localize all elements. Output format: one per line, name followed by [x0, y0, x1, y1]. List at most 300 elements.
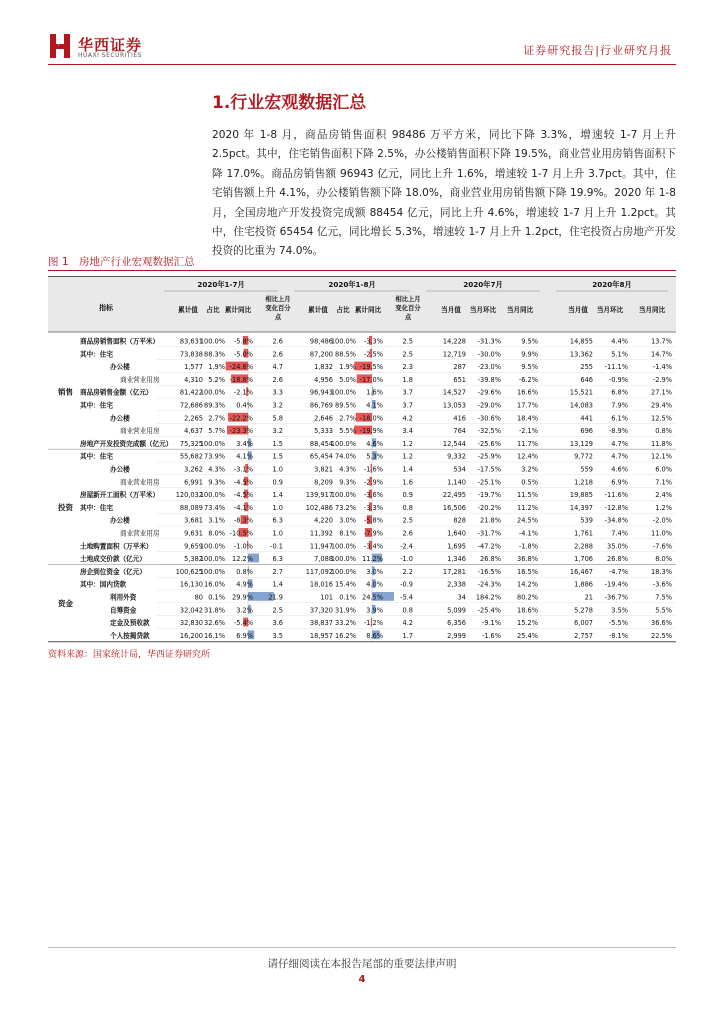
table-cell: 2.4%	[655, 491, 672, 500]
table-cell: 16,506	[442, 503, 466, 512]
table-cell: 74.0%	[335, 452, 356, 461]
table-cell: 1,832	[314, 363, 333, 372]
table-cell: 16.1%	[204, 631, 225, 640]
index-header: 指标	[99, 304, 113, 312]
row-label: 其中：住宅	[80, 350, 113, 359]
table-cell: -2.1%	[518, 427, 538, 436]
table-cell: 7.4%	[611, 529, 628, 538]
table-cell: 3.4%	[236, 439, 253, 448]
table-cell: -1.0%	[233, 542, 253, 551]
table-cell: 3.0%	[339, 516, 356, 525]
table-cell: 100.0%	[330, 491, 356, 500]
table-cell: 2.6	[402, 529, 413, 538]
table-cell: 12.1%	[651, 452, 672, 461]
table-cell: -30.0%	[477, 350, 501, 359]
table-cell: 1.2%	[655, 503, 672, 512]
table-cell: -1.8%	[518, 542, 538, 551]
table-cell: -20.2%	[477, 503, 501, 512]
table-cell: 651	[453, 375, 466, 384]
table-cell: 9.3%	[339, 478, 356, 487]
table-cell: 5,278	[574, 606, 593, 615]
table-cell: 11.5%	[517, 491, 538, 500]
footer-divider	[48, 947, 676, 948]
table-cell: 18.4%	[517, 414, 538, 423]
table-cell: -4.1%	[233, 503, 253, 512]
table-cell: 4.2	[402, 414, 413, 423]
table-cell: -2.9%	[652, 375, 672, 384]
table-cell: 2.5	[402, 516, 413, 525]
table-cell: -1.0	[400, 555, 413, 564]
table-cell: 2,338	[447, 580, 466, 589]
table-cell: -19.7%	[477, 491, 501, 500]
table-cell: 16.5%	[517, 567, 538, 576]
table-cell: 16,467	[569, 567, 593, 576]
table-cell: 3.6	[272, 619, 283, 628]
table-cell: -47.2%	[477, 542, 501, 551]
table-cell: 1.9%	[208, 363, 225, 372]
table-cell: 1.4	[402, 465, 413, 474]
table-cell: -32.5%	[477, 427, 501, 436]
table-cell: 3.2	[272, 401, 283, 410]
table-cell: 86,769	[309, 401, 333, 410]
table-cell: 6.3	[272, 516, 283, 525]
table-cell: -11.1%	[604, 363, 628, 372]
table-cell: 120,032	[175, 491, 203, 500]
table-cell: 1,706	[574, 555, 593, 564]
table-cell: 36.8%	[517, 555, 538, 564]
table-cell: 100,625	[175, 567, 203, 576]
table-cell: 5.1%	[611, 350, 628, 359]
table-cell: 696	[580, 427, 593, 436]
table-cell: -3.6%	[363, 491, 383, 500]
table-cell: 100.0%	[330, 388, 356, 397]
table-cell: 2.5	[402, 350, 413, 359]
column-header-line: 变化百分	[395, 305, 421, 312]
table-cell: -4.7%	[608, 567, 628, 576]
table-cell: 17.7%	[517, 401, 538, 410]
table-cell: 2.7%	[208, 414, 225, 423]
table-cell: 4.7%	[611, 452, 628, 461]
table-cell: 4.9%	[236, 580, 253, 589]
table-cell: 9.3%	[208, 478, 225, 487]
table-cell: 5.3%	[366, 452, 383, 461]
table-cell: -10.5%	[229, 529, 253, 538]
table-cell: 4.1%	[236, 452, 253, 461]
table-cell: -25.4%	[477, 606, 501, 615]
table-cell: -2.5%	[363, 350, 383, 359]
table-cell: 100.0%	[199, 439, 225, 448]
table-cell: 6.9%	[236, 631, 253, 640]
table-cell: 1,640	[447, 529, 466, 538]
column-header: 累计值	[308, 306, 328, 314]
table-cell: 16,130	[179, 580, 203, 589]
row-label: 商业营业用房	[120, 375, 160, 384]
table-cell: 33.2%	[335, 619, 356, 628]
column-header: 当月同比	[506, 306, 534, 314]
table-cell: 1.9%	[339, 363, 356, 372]
table-cell: -25.1%	[477, 478, 501, 487]
row-label: 商业营业用房	[120, 529, 160, 538]
table-cell: 4.3%	[339, 465, 356, 474]
table-cell: 8.6%	[366, 631, 383, 640]
group-header: 2020年1-7月	[197, 280, 245, 289]
table-cell: 2.6	[272, 350, 283, 359]
table-cell: 2.7%	[339, 414, 356, 423]
table-cell: 1,218	[574, 478, 593, 487]
table-cell: -2.4	[400, 542, 413, 551]
table-cell: 88.5%	[335, 350, 356, 359]
company-logo	[48, 32, 178, 64]
table-cell: 88.3%	[204, 350, 225, 359]
table-cell: 2.3	[402, 363, 413, 372]
table-cell: 35.0%	[607, 542, 628, 551]
table-cell: -5.4%	[233, 619, 253, 628]
table-cell: 16.6%	[517, 388, 538, 397]
table-cell: 81,422	[179, 388, 203, 397]
row-label: 商业营业用房	[120, 478, 160, 487]
table-cell: 1.4	[272, 580, 283, 589]
table-cell: 4.2	[402, 619, 413, 628]
table-cell: 9.5%	[521, 363, 538, 372]
table-cell: 24.5%	[517, 516, 538, 525]
table-cell: 21.8%	[480, 516, 501, 525]
table-cell: 6.1%	[611, 414, 628, 423]
row-label: 其中：国内贷款	[80, 580, 127, 589]
table-cell: -2.1%	[233, 388, 253, 397]
table-cell: 4.7%	[611, 439, 628, 448]
table-cell: 100.0%	[330, 337, 356, 346]
table-cell: 0.4%	[236, 401, 253, 410]
table-cell: 3.3	[272, 388, 283, 397]
table-cell: 534	[453, 465, 466, 474]
table-cell: 98,486	[309, 337, 333, 346]
table-cell: 21.9	[268, 593, 283, 602]
group-header: 2020年7月	[463, 280, 503, 289]
table-cell: 2,288	[574, 542, 593, 551]
section-title: 1.行业宏观数据汇总	[212, 93, 367, 113]
table-cell: 9,772	[574, 452, 593, 461]
row-label: 其中：住宅	[80, 401, 113, 410]
table-cell: 14,083	[569, 401, 593, 410]
legal-disclaimer: 请仔细阅读在本报告尾部的重要法律声明	[267, 958, 457, 970]
category-label: 资金	[58, 598, 73, 608]
table-cell: 32,830	[179, 619, 203, 628]
table-cell: 6,356	[447, 619, 466, 628]
table-cell: 100.0%	[330, 542, 356, 551]
table-cell: -36.7%	[604, 593, 628, 602]
table-cell: -29.6%	[477, 388, 501, 397]
table-cell: 72,686	[179, 401, 203, 410]
table-cell: -5.8%	[363, 516, 383, 525]
row-label: 办公楼	[110, 465, 130, 474]
table-cell: 18.3%	[651, 567, 672, 576]
table-cell: 22,495	[442, 491, 466, 500]
table-cell: 11.0%	[651, 529, 672, 538]
table-cell: 13,362	[569, 350, 593, 359]
category-label: 投资	[58, 502, 73, 512]
column-header: 占比	[336, 306, 350, 314]
logo-text-en: HUAXI SECURITIES	[78, 52, 142, 59]
table-cell: 88,454	[309, 439, 333, 448]
table-cell: -3.1%	[233, 465, 253, 474]
table-cell: 1,761	[574, 529, 593, 538]
table-cell: 11.2%	[362, 555, 383, 564]
table-cell: -0.9	[400, 580, 413, 589]
table-cell: 38,837	[309, 619, 333, 628]
table-cell: 14,527	[442, 388, 466, 397]
table-cell: 2,757	[574, 631, 593, 640]
table-cell: 4.1%	[366, 401, 383, 410]
table-cell: 26.8%	[607, 555, 628, 564]
table-cell: -19.5%	[359, 363, 383, 372]
macro-data-table	[48, 276, 676, 646]
table-cell: 3.9%	[366, 606, 383, 615]
table-cell: 7,088	[314, 555, 333, 564]
table-cell: 17,281	[442, 567, 466, 576]
table-cell: 1.5	[272, 452, 283, 461]
table-cell: 2,646	[314, 414, 333, 423]
table-cell: 12.5%	[651, 414, 672, 423]
table-cell: 11,947	[309, 542, 333, 551]
table-cell: -39.8%	[477, 375, 501, 384]
table-cell: 3,821	[314, 465, 333, 474]
table-cell: -31.7%	[477, 529, 501, 538]
table-cell: -7.6%	[652, 542, 672, 551]
table-cell: 34	[457, 593, 466, 602]
table-cell: -25.6%	[477, 439, 501, 448]
table-cell: -24.3%	[477, 580, 501, 589]
table-cell: 11.2%	[517, 503, 538, 512]
table-cell: 3.2%	[521, 465, 538, 474]
table-cell: 18,016	[309, 580, 333, 589]
table-cell: 9,631	[184, 529, 203, 538]
column-header-line: 变化百分	[265, 305, 291, 312]
column-header-line: 点	[404, 314, 412, 321]
table-cell: -30.6%	[477, 414, 501, 423]
table-cell: 29.4%	[651, 401, 672, 410]
row-label: 房企到位资金（亿元）	[80, 567, 146, 576]
table-cell: -4.1%	[518, 529, 538, 538]
table-cell: 9.9%	[521, 350, 538, 359]
table-cell: -16.5%	[477, 567, 501, 576]
table-cell: 25.4%	[517, 631, 538, 640]
table-cell: 4.7	[272, 363, 283, 372]
table-cell: -11.6%	[604, 491, 628, 500]
table-cell: 441	[580, 414, 593, 423]
table-cell: -6.2%	[518, 375, 538, 384]
table-cell: -3.3%	[363, 503, 383, 512]
row-label: 办公楼	[110, 414, 130, 423]
table-cell: -3.3%	[363, 337, 383, 346]
table-cell: 26.8%	[480, 555, 501, 564]
table-cell: 80.2%	[517, 593, 538, 602]
page-number: 4	[358, 974, 366, 985]
table-cell: -8.9%	[608, 427, 628, 436]
table-cell: 646	[580, 375, 593, 384]
table-cell: 36.6%	[651, 619, 672, 628]
table-cell: -19.4%	[604, 580, 628, 589]
table-cell: -5.4	[400, 593, 413, 602]
table-cell: 1.6	[402, 478, 413, 487]
table-cell: 31.8%	[204, 606, 225, 615]
table-cell: 31.9%	[335, 606, 356, 615]
table-cell: 6.3	[272, 555, 283, 564]
table-cell: 8.0%	[655, 555, 672, 564]
table-cell: -8.1%	[608, 631, 628, 640]
column-header: 累计值	[178, 306, 198, 314]
table-cell: -2.9%	[363, 478, 383, 487]
table-cell: 11.7%	[517, 439, 538, 448]
table-cell: 1,140	[447, 478, 466, 487]
macro-data-table-svg	[48, 276, 676, 646]
table-cell: 100.0%	[199, 567, 225, 576]
table-cell: 100.0%	[330, 439, 356, 448]
table-cell: -4.5%	[233, 491, 253, 500]
table-cell: -4.5%	[233, 478, 253, 487]
table-cell: 96,943	[309, 388, 333, 397]
table-cell: -18.8%	[229, 375, 253, 384]
table-cell: -25.9%	[477, 452, 501, 461]
table-cell: -5.5%	[608, 619, 628, 628]
table-cell: 14.2%	[517, 580, 538, 589]
table-cell: 3.4	[402, 427, 413, 436]
row-label: 定金及预收款	[110, 619, 150, 628]
table-cell: 5,333	[314, 427, 333, 436]
table-cell: 0.9	[272, 478, 283, 487]
table-cell: -9.1%	[481, 619, 501, 628]
figure-caption: 图 1 房地产行业宏观数据汇总	[48, 256, 195, 268]
table-cell: 1,577	[184, 363, 203, 372]
table-cell: 6.8%	[611, 388, 628, 397]
table-cell: 1.5	[272, 439, 283, 448]
table-cell: -34.8%	[604, 516, 628, 525]
table-cell: 4,956	[314, 375, 333, 384]
table-cell: 1.2	[402, 439, 413, 448]
table-cell: -17.0%	[359, 375, 383, 384]
table-cell: -1.4%	[652, 363, 672, 372]
table-cell: 14,397	[569, 503, 593, 512]
huaxi-logo-icon	[48, 32, 72, 60]
row-label: 办公楼	[110, 363, 130, 372]
table-cell: 5.2%	[208, 375, 225, 384]
row-label: 土地成交价款（亿元）	[80, 555, 146, 564]
table-cell: 3.5	[272, 631, 283, 640]
table-cell: 184.2%	[475, 593, 501, 602]
group-header: 2020年1-8月	[328, 280, 376, 289]
table-cell: 2.6	[272, 375, 283, 384]
table-cell: 1.0	[272, 465, 283, 474]
table-cell: 2.5	[402, 337, 413, 346]
table-cell: 13,129	[569, 439, 593, 448]
table-cell: 7.5%	[655, 593, 672, 602]
table-cell: 24.5%	[362, 593, 383, 602]
table-cell: 101	[320, 593, 333, 602]
table-cell: 255	[580, 363, 593, 372]
table-cell: 1,886	[574, 580, 593, 589]
table-cell: 16.0%	[204, 580, 225, 589]
table-cell: 15,521	[569, 388, 593, 397]
table-cell: 1.8	[402, 375, 413, 384]
column-header: 当月环比	[596, 306, 624, 314]
table-cell: 2,265	[184, 414, 203, 423]
figure-divider	[48, 270, 676, 271]
row-label: 土地购置面积（万平米）	[80, 542, 153, 551]
table-cell: 5.5%	[339, 427, 356, 436]
table-cell: -7.9%	[363, 529, 383, 538]
table-cell: 100.0%	[330, 567, 356, 576]
table-cell: 8,209	[314, 478, 333, 487]
source-note: 资料来源：国家统计局，华西证券研究所	[48, 650, 211, 660]
table-cell: 0.9	[402, 491, 413, 500]
table-cell: 5,382	[184, 555, 203, 564]
table-cell: 2,999	[447, 631, 466, 640]
summary-paragraph: 2020 年 1-8 月，商品房销售面积 98486 万平方米，同比下降 3.3%，增速较 1-7 月上升 2.5pct。其中，住宅销售面积下降 2.5%，办公楼销售面积下降 19.5%，商业营业用房销售面积下降 17.0%。商品房销售额 96943 亿元，同比上升 1.6%，增速较 1-7 月上升 3.7pct。其中，住宅销售额上升 4.1%，办公楼销售额下降 18.0%，商业营业用房销售额下降 19.9%。2020 年 1-8 月，全国房地产开发投资完成额 88454 亿元，同比上升 4.6%，增速较 1-7 月上升 1.2pct。其中，住宅投资 65454 亿元，同比增长 5.3%，增速较 1-7 月上升 1.2pct，住宅投资占房地产开发投资的比重为 74.0%。	[212, 129, 676, 258]
table-cell: 139,917	[305, 491, 333, 500]
column-header-line: 点	[274, 314, 282, 321]
table-cell: 0.8	[402, 606, 413, 615]
table-cell: 73.9%	[204, 452, 225, 461]
table-cell: 0.5%	[521, 478, 538, 487]
table-cell: 73.4%	[204, 503, 225, 512]
table-cell: 0.8	[402, 503, 413, 512]
row-label: 自筹资金	[110, 606, 137, 615]
column-header-line: 相比上月	[265, 296, 291, 303]
table-cell: 15.2%	[517, 619, 538, 628]
table-cell: -5.8%	[233, 337, 253, 346]
table-cell: 12,719	[442, 350, 466, 359]
table-cell: 6,991	[184, 478, 203, 487]
table-cell: 88,089	[179, 503, 203, 512]
table-cell: 0.1%	[208, 593, 225, 602]
table-cell: 4,310	[184, 375, 203, 384]
column-header: 占比	[206, 306, 220, 314]
report-type: 证券研究报告|行业研究月报	[523, 44, 672, 57]
table-cell: 15.4%	[335, 580, 356, 589]
row-label: 其中：住宅	[80, 503, 113, 512]
table-cell: 4.3%	[208, 465, 225, 474]
table-cell: 6.9%	[611, 478, 628, 487]
table-cell: 18,957	[309, 631, 333, 640]
table-cell: 55,682	[179, 452, 203, 461]
table-cell: -1.2%	[363, 619, 383, 628]
table-cell: -22.2%	[229, 414, 253, 423]
table-cell: -17.5%	[477, 465, 501, 474]
table-cell: -23.3%	[229, 427, 253, 436]
table-cell: 5.5%	[655, 606, 672, 615]
table-cell: 416	[453, 414, 466, 423]
table-cell: 14,228	[442, 337, 466, 346]
table-cell: 5.8	[272, 414, 283, 423]
table-cell: -1.6%	[363, 465, 383, 474]
column-header-line: 相比上月	[395, 296, 421, 303]
table-cell: 0.8%	[236, 567, 253, 576]
table-cell: 65,454	[309, 452, 333, 461]
table-cell: 12,544	[442, 439, 466, 448]
table-cell: 102,486	[305, 503, 333, 512]
table-cell: 9.5%	[521, 337, 538, 346]
row-label: 商品房销售金额（亿元）	[80, 388, 153, 397]
table-cell: -3.4%	[363, 542, 383, 551]
table-cell: 100.0%	[199, 555, 225, 564]
table-cell: 4.6%	[611, 465, 628, 474]
table-cell: 6.0%	[655, 465, 672, 474]
table-cell: 3.0%	[366, 567, 383, 576]
table-cell: 18.6%	[517, 606, 538, 615]
table-cell: 764	[453, 427, 466, 436]
column-header: 当月同比	[638, 306, 666, 314]
table-cell: 3.7	[402, 388, 413, 397]
table-cell: 12.2%	[232, 555, 253, 564]
